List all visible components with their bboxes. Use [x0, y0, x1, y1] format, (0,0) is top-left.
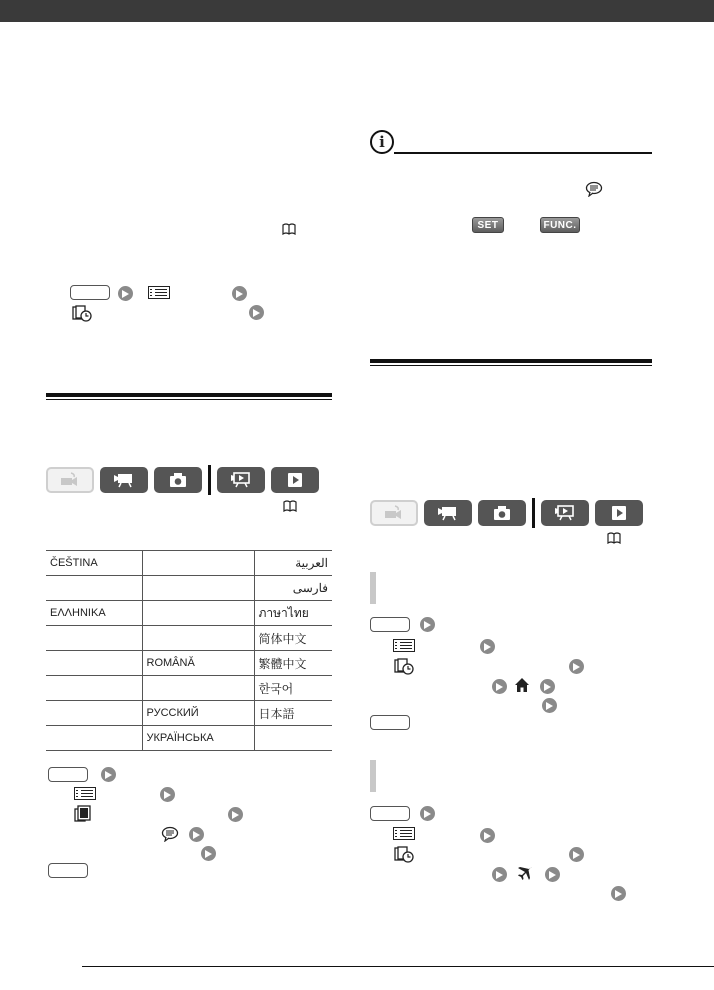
table-cell: РУССКИЙ [142, 701, 254, 726]
arrow-circle-icon [480, 639, 495, 654]
movie-playback-icon [541, 500, 589, 526]
arrow-circle-icon [249, 305, 264, 320]
arrow-circle-icon [540, 679, 555, 694]
menu-key-button[interactable] [370, 715, 410, 730]
table-cell [46, 626, 142, 651]
mode-separator [208, 465, 211, 495]
table-cell: العربية [254, 551, 332, 576]
table-row [46, 626, 332, 651]
footer-rule [82, 966, 714, 967]
table-cell [142, 576, 254, 601]
section-rule-thin [370, 365, 652, 366]
menu-list-icon [148, 286, 170, 299]
book-reference-icon [607, 531, 621, 549]
table-cell [142, 676, 254, 701]
airplane-icon [516, 865, 534, 886]
arrow-circle-icon [611, 886, 626, 901]
menu-key-button[interactable] [370, 617, 410, 632]
table-cell [46, 576, 142, 601]
subsection-marker [370, 572, 376, 604]
table-cell: ΕΛΛΗΝΙΚΑ [46, 601, 142, 626]
menu-list-icon [393, 639, 415, 652]
arrow-circle-icon [118, 286, 133, 301]
arrow-circle-icon [201, 846, 216, 861]
dual-shot-mode [370, 500, 418, 526]
info-rule [394, 152, 652, 154]
menu-list-icon [74, 787, 96, 800]
arrow-circle-icon [189, 827, 204, 842]
table-row [46, 576, 332, 601]
play-icon [595, 500, 643, 526]
info-icon [370, 130, 394, 154]
mode-bar [46, 465, 319, 495]
speech-bubble-icon [161, 826, 179, 847]
info-symbol: i [379, 133, 385, 151]
settings-clock-icon [394, 658, 416, 680]
play-icon [271, 467, 319, 493]
table-cell: ČEŠTINA [46, 551, 142, 576]
table-cell: 简体中文 [254, 626, 332, 651]
arrow-circle-icon [228, 807, 243, 822]
table-cell: فارسی [254, 576, 332, 601]
dual-shot-mode [46, 467, 94, 493]
section-rule-thick [46, 393, 332, 397]
display-setup-icon [74, 805, 94, 828]
table-cell [142, 626, 254, 651]
camera-icon [478, 500, 526, 526]
arrow-circle-icon [545, 867, 560, 882]
table-row [46, 651, 332, 676]
arrow-circle-icon [542, 698, 557, 713]
table-row [46, 701, 332, 726]
table-cell [254, 726, 332, 751]
arrow-circle-icon [492, 679, 507, 694]
table-row [46, 676, 332, 701]
section-rule-thick [370, 359, 652, 363]
table-cell [46, 701, 142, 726]
book-reference-icon [282, 222, 296, 240]
arrow-circle-icon [101, 767, 116, 782]
mode-bar [370, 498, 643, 528]
table-cell: 繁體中文 [254, 651, 332, 676]
speech-bubble-icon [585, 181, 603, 202]
set-button[interactable]: SET [472, 217, 504, 233]
settings-clock-icon [394, 846, 416, 868]
func-button[interactable]: FUNC. [540, 217, 580, 233]
language-table [46, 550, 332, 751]
arrow-circle-icon [160, 787, 175, 802]
table-cell [46, 726, 142, 751]
arrow-circle-icon [492, 867, 507, 882]
table-cell: 日本語 [254, 701, 332, 726]
arrow-circle-icon [420, 617, 435, 632]
table-row [46, 551, 332, 576]
home-icon [514, 677, 530, 698]
menu-key-button[interactable] [48, 767, 88, 782]
table-cell: ภาษาไทย [254, 601, 332, 626]
menu-key-button[interactable] [48, 863, 88, 878]
section-rule-thin [46, 399, 332, 400]
table-cell: УКРАЇНСЬКА [142, 726, 254, 751]
header-bar [0, 0, 714, 22]
table-cell [142, 601, 254, 626]
movie-camera-icon [424, 500, 472, 526]
camera-icon [154, 467, 202, 493]
table-row [46, 601, 332, 626]
movie-camera-icon [100, 467, 148, 493]
arrow-circle-icon [480, 828, 495, 843]
table-cell [46, 676, 142, 701]
menu-key-button[interactable] [370, 806, 410, 821]
book-reference-icon [283, 499, 297, 517]
arrow-circle-icon [232, 286, 247, 301]
arrow-circle-icon [569, 659, 584, 674]
table-cell: 한국어 [254, 676, 332, 701]
mode-separator [532, 498, 535, 528]
table-cell: ROMÂNĂ [142, 651, 254, 676]
settings-clock-icon [72, 305, 94, 327]
menu-key-button[interactable] [70, 285, 110, 300]
table-row [46, 726, 332, 751]
movie-playback-icon [217, 467, 265, 493]
menu-list-icon [393, 827, 415, 840]
subsection-marker [370, 760, 376, 792]
arrow-circle-icon [569, 847, 584, 862]
table-cell [142, 551, 254, 576]
table-cell [46, 651, 142, 676]
arrow-circle-icon [420, 806, 435, 821]
